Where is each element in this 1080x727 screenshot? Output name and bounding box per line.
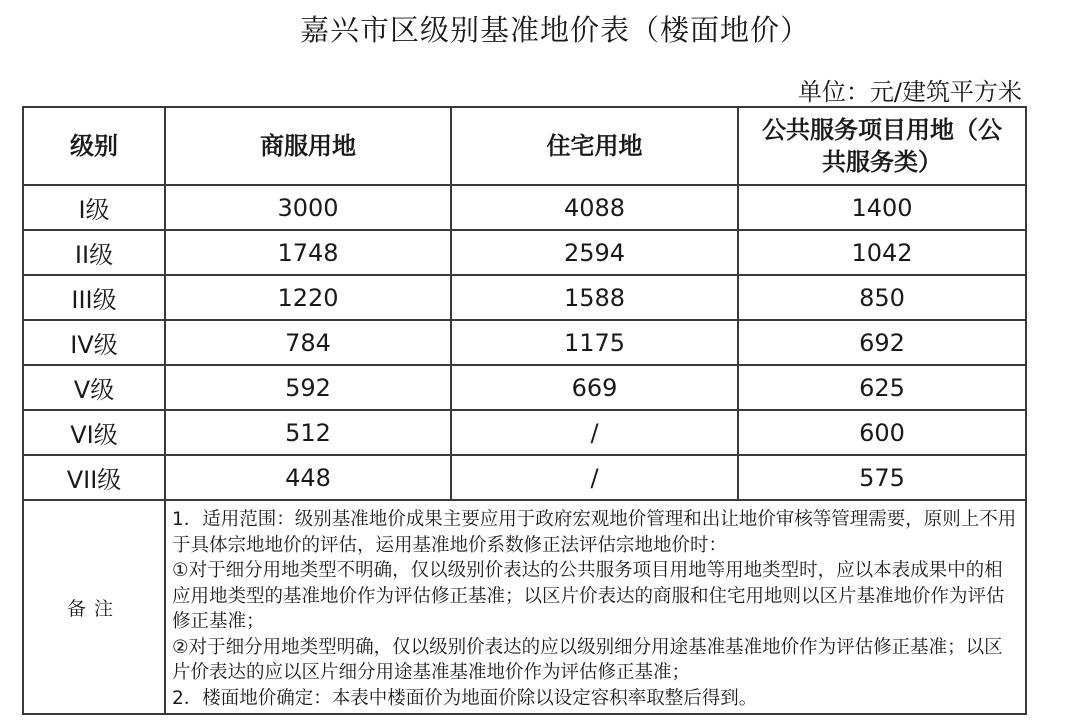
residential-price-cell: 4088 [451,185,738,230]
public-service-price-cell: 1042 [738,230,1026,275]
commercial-price-cell: 3000 [165,185,451,230]
residential-price-cell: 1175 [451,320,738,365]
commercial-price-cell: 1220 [165,275,451,320]
notes-content [165,500,1026,714]
public-service-price-cell: 1400 [738,185,1026,230]
commercial-price-cell: 592 [165,365,451,410]
residential-price-cell: / [451,455,738,500]
grade-cell: VII级 [23,455,165,500]
grade-cell: I级 [23,185,165,230]
commercial-price-cell: 512 [165,410,451,455]
residential-price-cell: / [451,410,738,455]
header-commercial: 商服用地 [165,107,451,185]
table-row [23,410,1026,455]
note-line: ①对于细分用地类型不明确，仅以级别价表达的公共服务项目用地等用地类型时，应以本表成果中的相应用地类型的基准地价作为评估修正基准；以区片价表达的商服和住宅用地则以区片基准地价作为评估修正基准； [172,560,1005,632]
note-line: 2．楼面地价确定：本表中楼面价为地面价除以设定容积率取整后得到。 [172,687,758,709]
residential-price-cell: 669 [451,365,738,410]
notes-label: 备注 [23,500,165,714]
header-residential: 住宅用地 [451,107,738,185]
public-service-price-cell: 625 [738,365,1026,410]
table-row [23,275,1026,320]
page-title: 嘉兴市区级别基准地价表（楼面地价） [299,13,810,47]
table-row [23,320,1026,365]
residential-price-cell: 1588 [451,275,738,320]
grade-cell: III级 [23,275,165,320]
commercial-price-cell: 1748 [165,230,451,275]
notes-row [23,500,1026,714]
header-grade: 级别 [23,107,165,185]
table-row [23,230,1026,275]
header-public-service: 公共服务项目用地（公 共服务类） [738,107,1026,185]
commercial-price-cell: 784 [165,320,451,365]
note-line: ②对于细分用地类型明确，仅以级别价表达的应以级别细分用途基准基准地价作为评估修正基准；以区片价表达的应以区片细分用途基准基准地价作为评估修正基准； [172,636,1003,683]
grade-cell: IV级 [23,320,165,365]
table-header-row [23,107,1026,185]
public-service-price-cell: 600 [738,410,1026,455]
public-service-price-cell: 850 [738,275,1026,320]
unit-label: 单位：元/建筑平方米 [797,78,1022,106]
commercial-price-cell: 448 [165,455,451,500]
public-service-price-cell: 692 [738,320,1026,365]
residential-price-cell: 2594 [451,230,738,275]
table-row [23,455,1026,500]
table-row [23,185,1026,230]
note-line: 1．适用范围：级别基准地价成果主要应用于政府宏观地价管理和出让地价审核等管理需要，原则上不用于具体宗地地价的评估，运用基准地价系数修正法评估宗地地价时： [172,509,1017,556]
table-row [23,365,1026,410]
grade-cell: II级 [23,230,165,275]
public-service-price-cell: 575 [738,455,1026,500]
land-price-table [22,106,1027,715]
grade-cell: VI级 [23,410,165,455]
grade-cell: V级 [23,365,165,410]
